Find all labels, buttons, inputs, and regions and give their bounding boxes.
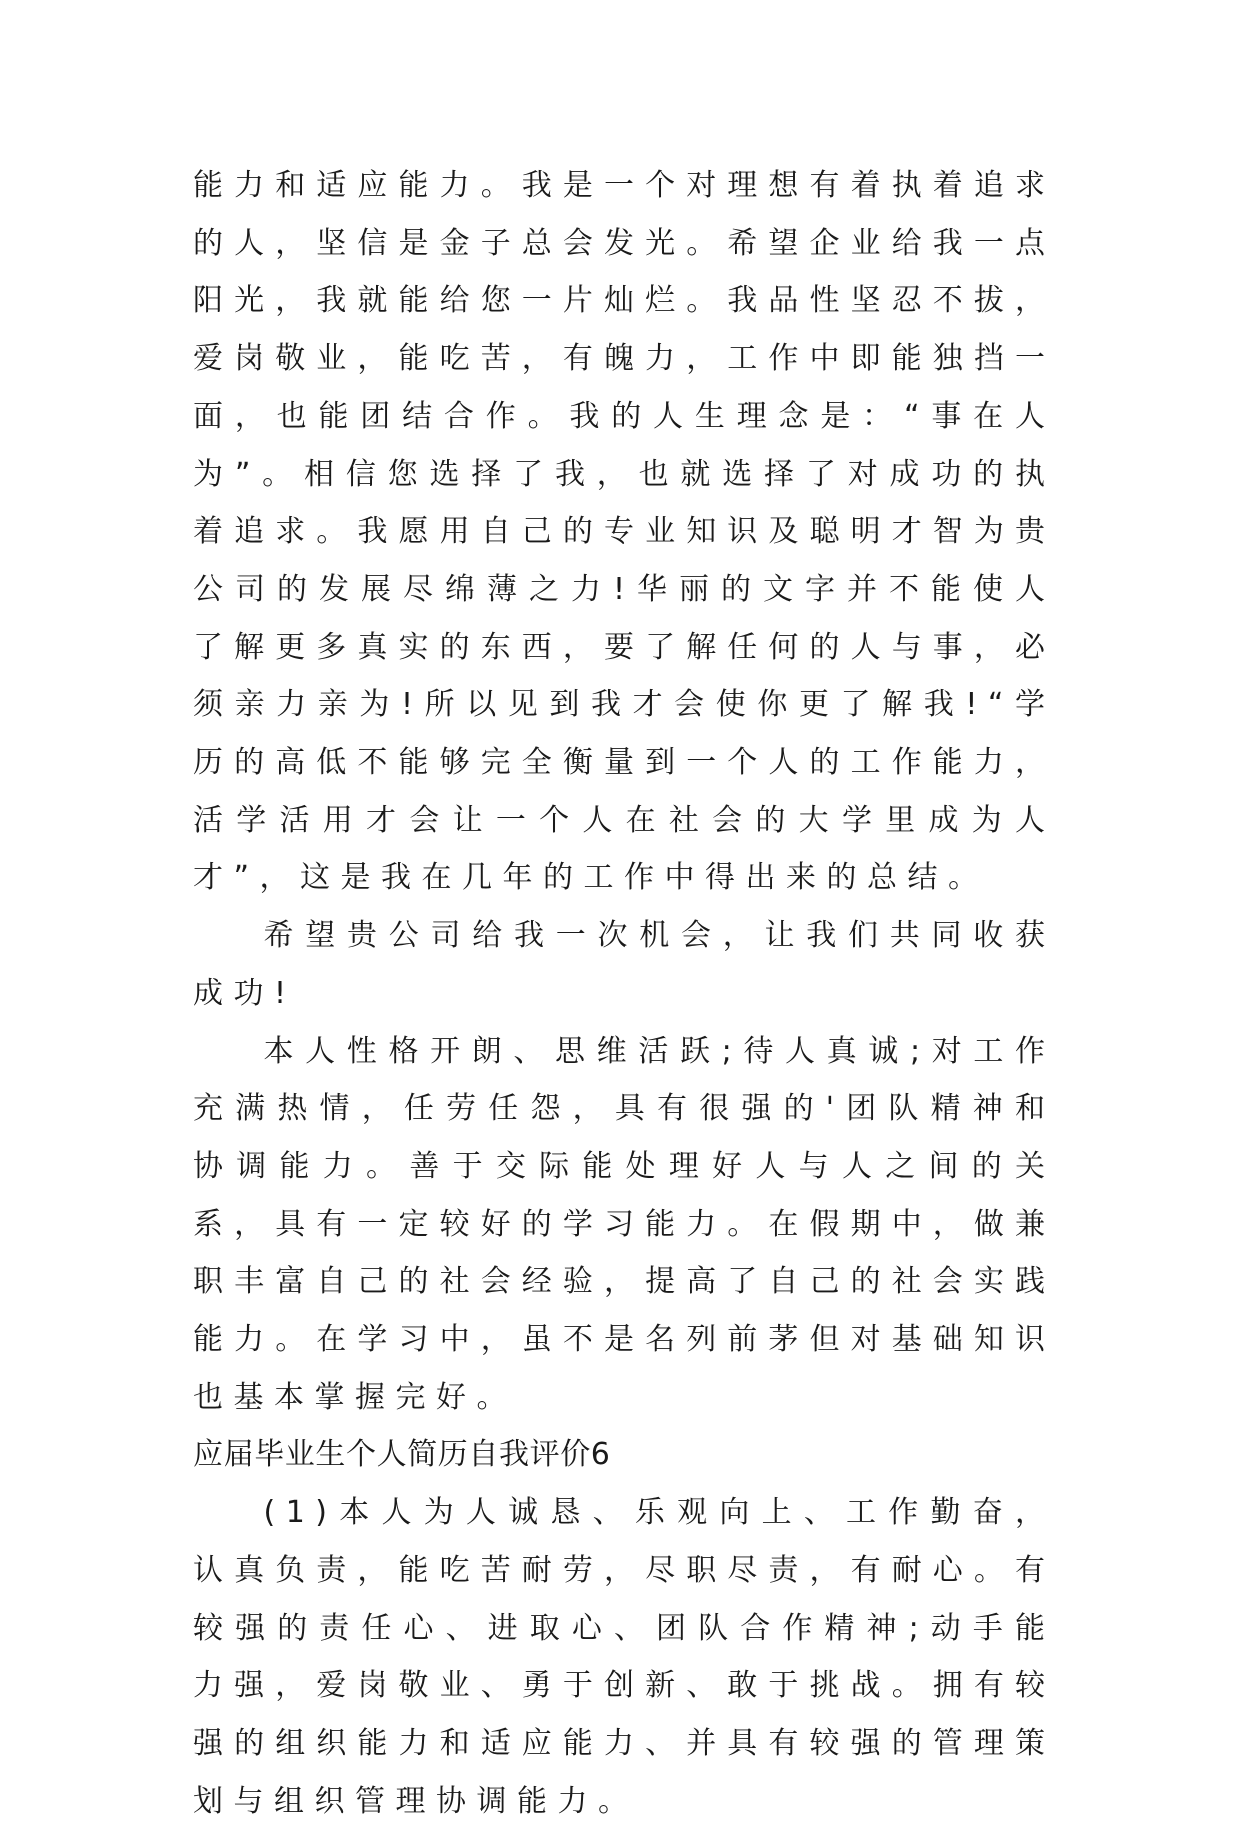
paragraph-1: 能力和适应能力。我是一个对理想有着执着追求的人，坚信是金子总会发光。希望企业给我一点阳光，我就能给您一片灿烂。我品性坚忍不拔，爱岗敬业，能吃苦，有魄力，工作中即能独挡一面，也能团结合作。我的人生理念是：“事在人为”。相信您选择了我，也就选择了对成功的执着追求。我愿用自己的专业知识及聪明才智为贵公司的发展尽绵薄之力!华丽的文字并不能使人了解更多真实的东西，要了解任何的人与事，必须亲力亲为!所以见到我才会使你更了解我!“学历的高低不能够完全衡量到一个人的工作能力，活学活用才会让一个人在社会的大学里成为人才”，这是我在几年的工作中得出来的总结。 <box>193 168 1056 896</box>
document-page <box>193 157 1056 1830</box>
paragraph-4: (1)本人为人诚恳、乐观向上、工作勤奋，认真负责，能吃苦耐劳，尽职尽责，有耐心。有较强的责任心、进取心、团队合作精神;动手能力强，爱岗敬业、勇于创新、敢于挑战。拥有较强的组织能力和适应能力、并具有较强的管理策划与组织管理协调能力。 <box>193 1495 1056 1819</box>
paragraph-2: 希望贵公司给我一次机会，让我们共同收获成功! <box>193 918 1056 1011</box>
section-heading: 应届毕业生个人简历自我评价6 <box>193 1437 611 1473</box>
paragraph-3: 本人性格开朗、思维活跃;待人真诚;对工作充满热情，任劳任怨，具有很强的'团队精神和协调能力。善于交际能处理好人与人之间的关系，具有一定较好的学习能力。在假期中，做兼职丰富自己的社会经验，提高了自己的社会实践能力。在学习中，虽不是名列前茅但对基础知识也基本掌握完好。 <box>193 1033 1056 1415</box>
